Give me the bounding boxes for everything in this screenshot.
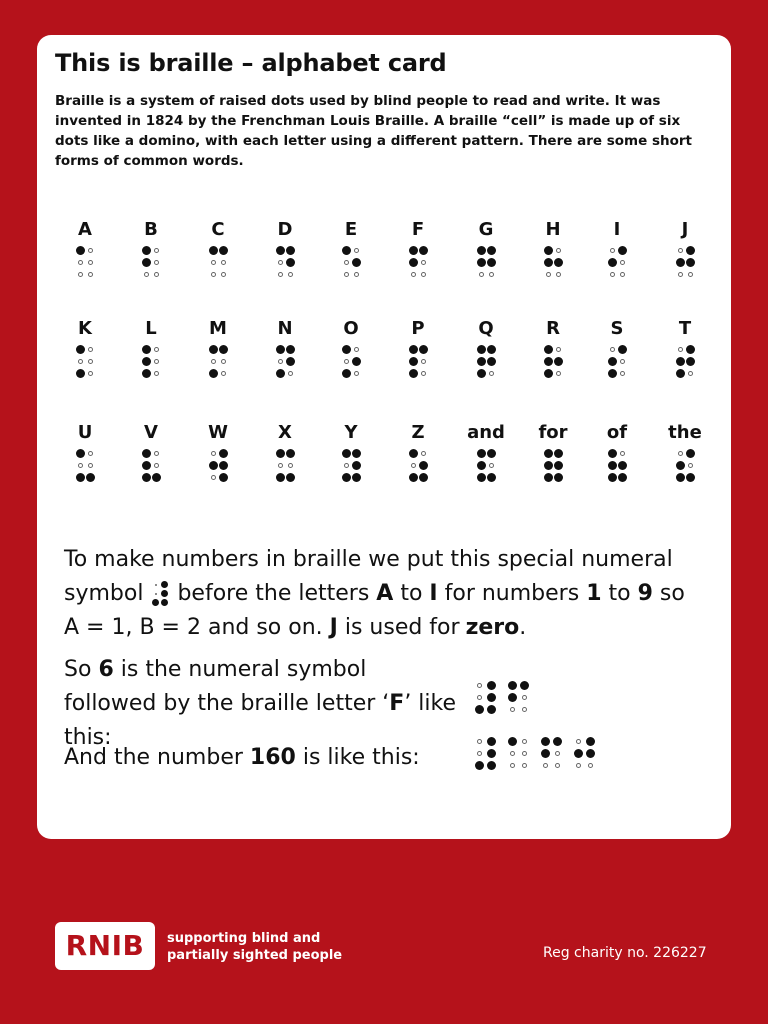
flat-dot [678,347,683,352]
flat-dot [88,463,93,468]
flat-dot [555,763,560,768]
raised-dot [487,246,496,255]
raised-dot [276,449,285,458]
raised-dot [142,345,151,354]
flat-dot [155,584,157,586]
flat-dot [288,371,293,376]
raised-dot [142,461,151,470]
braille-letter-label: S [610,318,624,339]
intro-paragraph: Braille is a system of raised dots used by blind people to read and write. It was invented in 1824 by the Frenchman Louis Braille. A braille “cell” is made up of six dots like a domino, with each letter using a different pattern. There are some short forms of common words. [55,93,692,169]
six-number: 6 [98,657,114,682]
six-paragraph [64,653,464,755]
raised-dot [608,461,617,470]
raised-dot [487,705,496,714]
braille-letter-label: the [668,422,702,443]
raised-dot [342,369,351,378]
six-braille-example [474,680,554,720]
flat-dot [154,272,159,277]
raised-dot [209,345,218,354]
raised-dot [409,258,418,267]
flat-dot [154,347,159,352]
numbers-nine: 9 [637,581,653,606]
flat-dot [221,272,226,277]
flat-dot [510,707,515,712]
numbers-one: 1 [586,581,602,606]
flat-dot [688,463,693,468]
rnib-tagline [167,930,342,964]
raised-dot [586,749,595,758]
raised-dot [544,473,553,482]
one-sixty-text-2: is like this: [302,745,420,770]
flat-dot [489,463,494,468]
braille-letter-label: G [478,219,494,240]
one-sixty-number: 160 [249,745,296,770]
flat-dot [78,359,83,364]
braille-letter-label: A [78,219,92,240]
raised-dot [544,258,553,267]
raised-dot [286,473,295,482]
flat-dot [344,260,349,265]
numbers-end: . [519,615,527,640]
raised-dot [487,749,496,758]
flat-dot [556,272,561,277]
braille-letter-label: Y [344,422,358,443]
raised-dot [686,246,695,255]
flat-dot [88,359,93,364]
flat-dot [477,751,482,756]
raised-dot [676,258,685,267]
braille-alphabet-grid [37,35,731,515]
numbers-text-2: before the letters [177,581,370,606]
raised-dot [686,258,695,267]
raised-dot [544,461,553,470]
numbers-letter-i: I [429,581,438,606]
flat-dot [278,359,283,364]
flat-dot [489,371,494,376]
flat-dot [489,272,494,277]
raised-dot [553,737,562,746]
one-sixty-paragraph [64,741,464,775]
raised-dot [477,345,486,354]
six-text-1: So [64,657,92,682]
flat-dot [620,451,625,456]
braille-letter-label: of [606,422,628,443]
flat-dot [154,248,159,253]
tagline-line-1: supporting blind and [167,931,321,946]
raised-dot [508,737,517,746]
braille-letter-label: E [344,219,358,240]
raised-dot [419,345,428,354]
raised-dot [342,345,351,354]
braille-letter-label: Z [411,422,425,443]
raised-dot [686,357,695,366]
flat-dot [154,463,159,468]
flat-dot [88,272,93,277]
raised-dot [544,357,553,366]
raised-dot [352,449,361,458]
braille-letter-label: C [211,219,225,240]
raised-dot [409,357,418,366]
raised-dot [608,357,617,366]
braille-letter-label: H [545,219,561,240]
flat-dot [154,260,159,265]
flat-dot [688,272,693,277]
raised-dot [554,461,563,470]
raised-dot [477,246,486,255]
flat-dot [610,272,615,277]
raised-dot [608,369,617,378]
flat-dot [221,260,226,265]
braille-letter-label: for [538,422,568,443]
raised-dot [209,369,218,378]
flat-dot [678,272,683,277]
flat-dot [88,347,93,352]
raised-dot [342,246,351,255]
raised-dot [152,473,161,482]
flat-dot [479,272,484,277]
flat-dot [546,272,551,277]
flat-dot [78,272,83,277]
flat-dot [421,451,426,456]
raised-dot [554,258,563,267]
raised-dot [475,705,484,714]
raised-dot [286,345,295,354]
flat-dot [522,707,527,712]
flat-dot [610,347,615,352]
flat-dot [221,359,226,364]
numbers-text-5: to [608,581,631,606]
raised-dot [618,345,627,354]
flat-dot [78,260,83,265]
raised-dot [276,246,285,255]
raised-dot [686,473,695,482]
flat-dot [278,272,283,277]
raised-dot [487,761,496,770]
raised-dot [352,258,361,267]
raised-dot [76,449,85,458]
raised-dot [676,473,685,482]
numbers-text-3: to [400,581,423,606]
flat-dot [88,248,93,253]
raised-dot [487,473,496,482]
raised-dot [286,246,295,255]
raised-dot [676,357,685,366]
raised-dot [219,246,228,255]
tagline-line-2: partially sighted people [167,948,343,963]
flat-dot [620,359,625,364]
numbers-letter-a: A [376,581,394,606]
flat-dot [610,248,615,253]
flat-dot [556,347,561,352]
flat-dot [510,763,515,768]
raised-dot [352,473,361,482]
flat-dot [576,739,581,744]
numbers-zero: zero [465,615,520,640]
raised-dot [76,246,85,255]
flat-dot [144,272,149,277]
raised-dot [477,449,486,458]
numbers-text-6: so A = 1, B = 2 and so on. [64,581,685,640]
raised-dot [142,473,151,482]
braille-letter-label: D [277,219,293,240]
raised-dot [544,345,553,354]
flat-dot [477,683,482,688]
raised-dot [574,749,583,758]
raised-dot [142,357,151,366]
braille-letter-label: F [411,219,425,240]
raised-dot [419,461,428,470]
flat-dot [555,751,560,756]
raised-dot [618,461,627,470]
braille-letter-label: P [411,318,425,339]
flat-dot [354,248,359,253]
raised-dot [419,246,428,255]
braille-letter-label: J [681,219,689,240]
flat-dot [221,371,226,376]
flat-dot [211,260,216,265]
raised-dot [554,357,563,366]
raised-dot [544,369,553,378]
braille-letter-label: Q [478,318,494,339]
flat-dot [154,371,159,376]
flat-dot [88,260,93,265]
raised-dot [554,449,563,458]
flat-dot [288,463,293,468]
raised-dot [142,246,151,255]
raised-dot [477,357,486,366]
flat-dot [678,451,683,456]
raised-dot [409,369,418,378]
raised-dot [686,345,695,354]
raised-dot [352,357,361,366]
raised-dot [276,345,285,354]
raised-dot [544,246,553,255]
flat-dot [678,248,683,253]
flat-dot [477,739,482,744]
braille-letter-label: I [613,219,621,240]
raised-dot [409,246,418,255]
six-letter-f: F [389,691,405,716]
raised-dot [676,369,685,378]
flat-dot [354,272,359,277]
raised-dot [544,449,553,458]
raised-dot [608,449,617,458]
flat-dot [421,272,426,277]
raised-dot [161,590,168,597]
flat-dot [556,248,561,253]
flat-dot [620,371,625,376]
raised-dot [409,449,418,458]
raised-dot [286,357,295,366]
braille-letter-label: N [277,318,293,339]
raised-dot [618,473,627,482]
braille-letter-label: X [278,422,292,443]
charity-registration: Reg charity no. 226227 [543,945,707,961]
raised-dot [477,369,486,378]
flat-dot [211,475,216,480]
braille-letter-label: W [208,422,228,443]
raised-dot [142,369,151,378]
flat-dot [211,451,216,456]
flat-dot [211,359,216,364]
flat-dot [522,695,527,700]
flat-dot [510,751,515,756]
flat-dot [522,739,527,744]
flat-dot [155,593,157,595]
raised-dot [342,449,351,458]
flat-dot [288,272,293,277]
flat-dot [88,371,93,376]
raised-dot [487,258,496,267]
flat-dot [88,451,93,456]
raised-dot [520,681,529,690]
raised-dot [586,737,595,746]
raised-dot [286,449,295,458]
flat-dot [344,359,349,364]
braille-letter-label: O [343,318,359,339]
braille-letter-label: L [145,318,157,339]
raised-dot [409,345,418,354]
flat-dot [354,347,359,352]
flat-dot [688,371,693,376]
flat-dot [588,763,593,768]
raised-dot [608,258,617,267]
raised-dot [219,461,228,470]
braille-letter-label: K [78,318,92,339]
raised-dot [686,449,695,458]
flat-dot [278,260,283,265]
numbers-text-7: is used for [344,615,460,640]
flat-dot [421,359,426,364]
one-sixty-text-1: And the number [64,745,243,770]
flat-dot [620,272,625,277]
flat-dot [411,272,416,277]
raised-dot [477,473,486,482]
flat-dot [543,763,548,768]
raised-dot [76,369,85,378]
raised-dot [352,461,361,470]
braille-letter-label: R [546,318,560,339]
braille-letter-label: B [144,219,158,240]
raised-dot [209,461,218,470]
flat-dot [522,763,527,768]
six-text-2: is the numeral symbol followed by the braille letter ‘ [64,657,390,716]
alphabet-card [37,35,731,839]
flat-dot [344,272,349,277]
raised-dot [508,693,517,702]
raised-dot [618,246,627,255]
raised-dot [508,681,517,690]
raised-dot [541,749,550,758]
flat-dot [620,260,625,265]
raised-dot [276,369,285,378]
raised-dot [487,681,496,690]
flat-dot [154,359,159,364]
raised-dot [541,737,550,746]
raised-dot [76,473,85,482]
rnib-logo: RNIB [55,922,155,970]
flat-dot [576,763,581,768]
raised-dot [161,599,168,606]
raised-dot [161,581,168,588]
numeral-symbol [150,581,170,607]
raised-dot [477,258,486,267]
numbers-text-1: To make numbers in braille we put this special numeral symbol [64,547,673,606]
raised-dot [608,473,617,482]
raised-dot [76,345,85,354]
flat-dot [421,371,426,376]
raised-dot [487,345,496,354]
raised-dot [477,461,486,470]
raised-dot [487,693,496,702]
raised-dot [554,473,563,482]
raised-dot [219,449,228,458]
flat-dot [154,451,159,456]
flat-dot [556,371,561,376]
braille-letter-label: U [77,422,93,443]
braille-letter-label: and [467,422,505,443]
six-text-3: ’ like this: [64,691,457,750]
raised-dot [219,473,228,482]
raised-dot [286,258,295,267]
raised-dot [219,345,228,354]
numbers-text-4: for numbers [444,581,580,606]
raised-dot [209,246,218,255]
flat-dot [522,751,527,756]
braille-letter-label: V [144,422,158,443]
raised-dot [676,461,685,470]
raised-dot [487,357,496,366]
flat-dot [78,463,83,468]
flat-dot [354,371,359,376]
braille-letter-label: T [678,318,692,339]
raised-dot [152,599,159,606]
raised-dot [409,473,418,482]
flat-dot [278,463,283,468]
raised-dot [487,449,496,458]
raised-dot [142,258,151,267]
raised-dot [487,737,496,746]
raised-dot [86,473,95,482]
numbers-paragraph [64,543,704,645]
braille-letter-label: M [209,318,227,339]
one-sixty-braille-example [474,736,614,776]
raised-dot [142,449,151,458]
flat-dot [411,463,416,468]
flat-dot [477,695,482,700]
raised-dot [475,761,484,770]
page-title: This is braille – alphabet card [55,49,447,77]
raised-dot [419,473,428,482]
flat-dot [344,463,349,468]
flat-dot [211,272,216,277]
numbers-letter-j: J [329,615,338,640]
raised-dot [276,473,285,482]
flat-dot [421,260,426,265]
raised-dot [342,473,351,482]
